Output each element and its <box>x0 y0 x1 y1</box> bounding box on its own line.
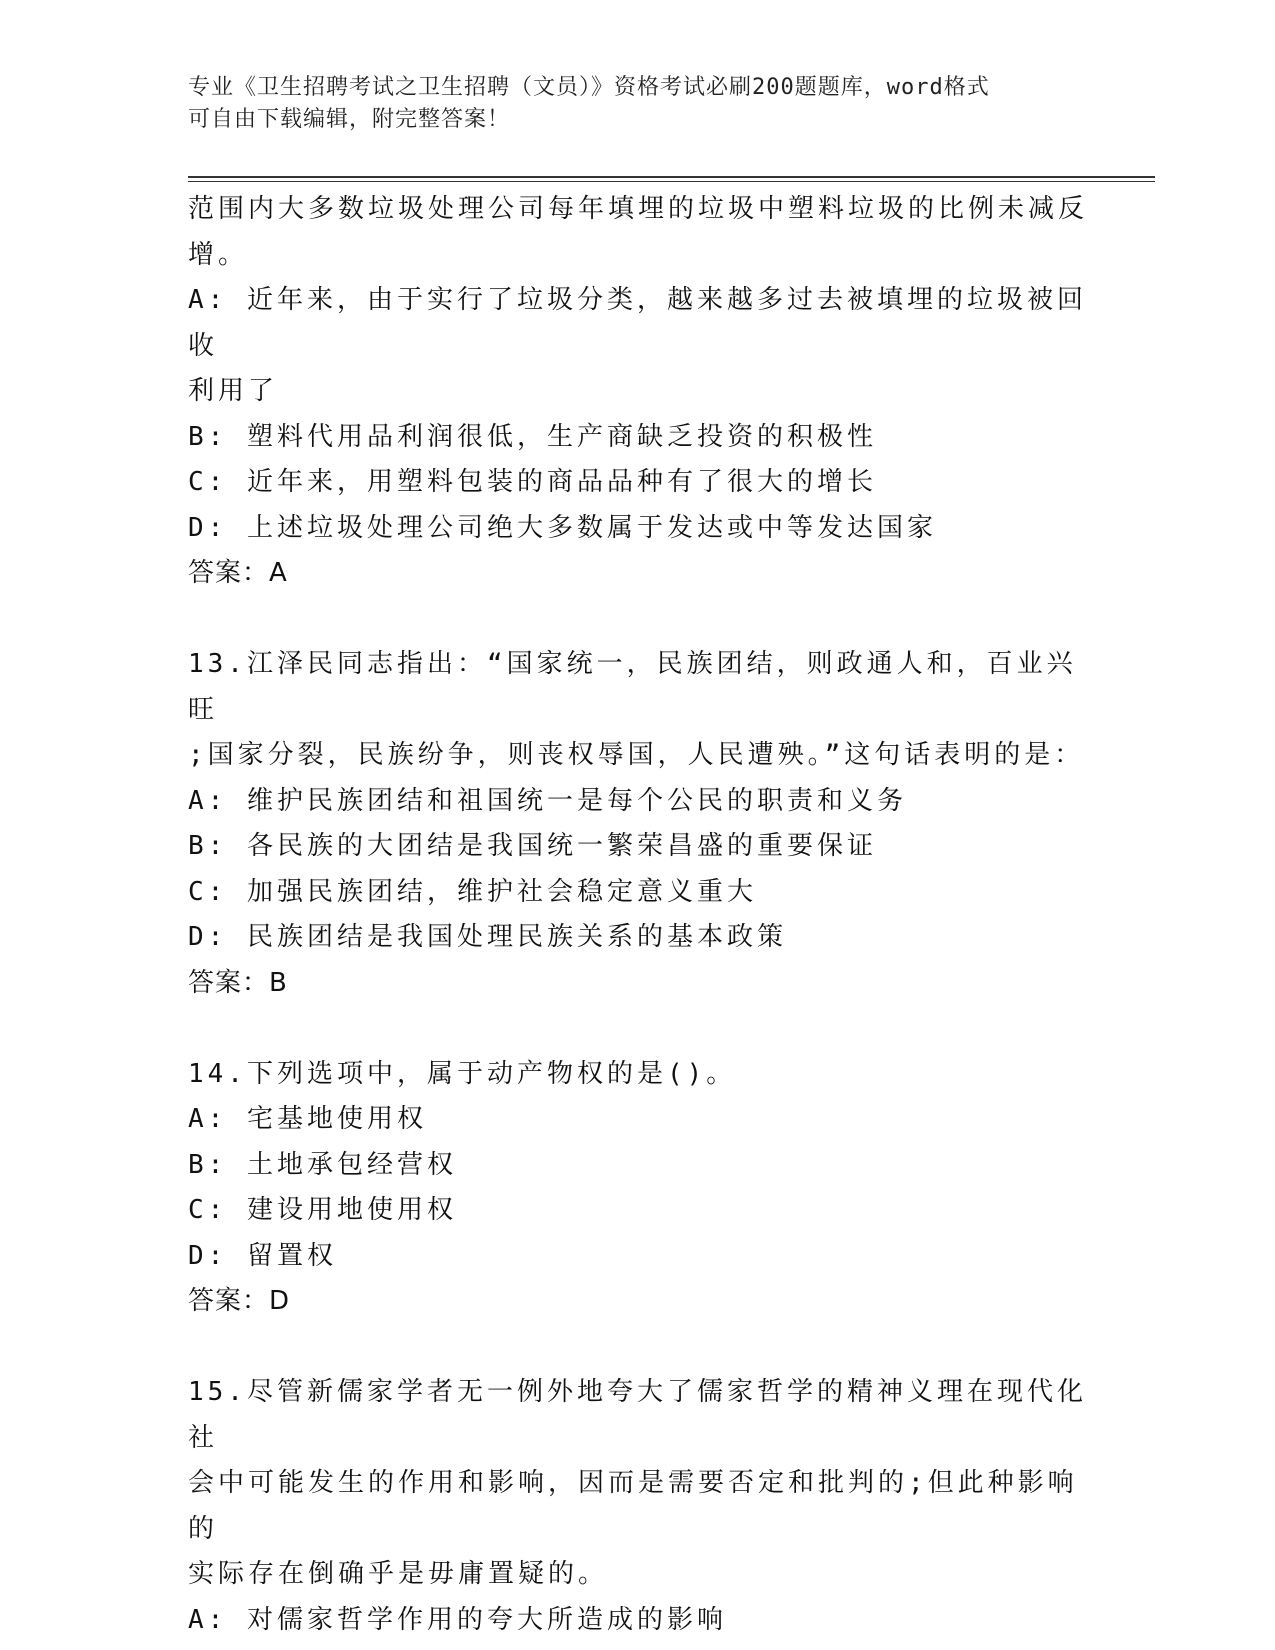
question-stem-line: 会中可能发生的作用和影响，因而是需要否定和批判的;但此种影响的 <box>188 1468 1078 1544</box>
option-b: B: 土地承包经营权 <box>188 1149 457 1180</box>
question-stem: 14.下列选项中，属于动产物权的是()。 <box>188 1058 737 1089</box>
page-header <box>188 72 1088 136</box>
spacer <box>188 597 1088 643</box>
question-15 <box>188 1370 1088 1643</box>
question-stem-line: 增。 <box>188 239 249 270</box>
option-a: A: 维护民族团结和祖国统一是每个公民的职责和义务 <box>188 785 907 816</box>
question-14 <box>188 1052 1088 1325</box>
question-stem-line: 实际存在倒确乎是毋庸置疑的。 <box>188 1559 609 1589</box>
question-stem-line: 范围内大多数垃圾处理公司每年填埋的垃圾中塑料垃圾的比例未减反 <box>188 194 1089 224</box>
header-line-2: 可自由下载编辑，附完整答案！ <box>188 107 511 132</box>
option-c: C: 加强民族团结，维护社会稳定意义重大 <box>188 876 757 907</box>
question-stem-line: ;国家分裂，民族纷争，则丧权辱国，人民遭殃。”这句话表明的是： <box>188 740 1085 770</box>
question-stem-line: 15.尽管新儒家学者无一例外地夸大了儒家哲学的精神义理在现代化社 <box>188 1377 1087 1453</box>
spacer <box>188 1006 1088 1052</box>
option-d: D: 民族团结是我国处理民族关系的基本政策 <box>188 922 787 952</box>
header-rule-thick <box>188 176 1155 178</box>
option-b: B: 各民族的大团结是我国统一繁荣昌盛的重要保证 <box>188 831 877 861</box>
header-line-1: 专业《卫生招聘考试之卫生招聘（文员）》资格考试必刷200题题库，word格式 <box>188 75 990 100</box>
answer: 答案：A <box>188 558 288 588</box>
option-a: A: 对儒家哲学作用的夸大所造成的影响 <box>188 1604 727 1635</box>
option-d: D: 上述垃圾处理公司绝大多数属于发达或中等发达国家 <box>188 512 937 543</box>
option-c: C: 近年来，用塑料包装的商品品种有了很大的增长 <box>188 467 877 497</box>
option-c: C: 建设用地使用权 <box>188 1195 457 1225</box>
answer: 答案：D <box>188 1286 291 1316</box>
header-rule-thin <box>188 181 1155 182</box>
option-a-continued: 利用了 <box>188 376 279 406</box>
question-13 <box>188 642 1088 1006</box>
option-b: B: 塑料代用品利润很低，生产商缺乏投资的积极性 <box>188 421 877 452</box>
option-d: D: 留置权 <box>188 1240 337 1271</box>
spacer <box>188 1325 1088 1371</box>
option-a: A: 宅基地使用权 <box>188 1104 427 1134</box>
question-stem-line: 13.江泽民同志指出：“国家统一，民族团结，则政通人和，百业兴旺 <box>188 649 1077 725</box>
question-12 <box>188 187 1088 597</box>
option-a: A: 近年来，由于实行了垃圾分类，越来越多过去被填埋的垃圾被回收 <box>188 285 1087 361</box>
question-content <box>188 187 1088 1643</box>
answer: 答案：B <box>188 967 288 998</box>
